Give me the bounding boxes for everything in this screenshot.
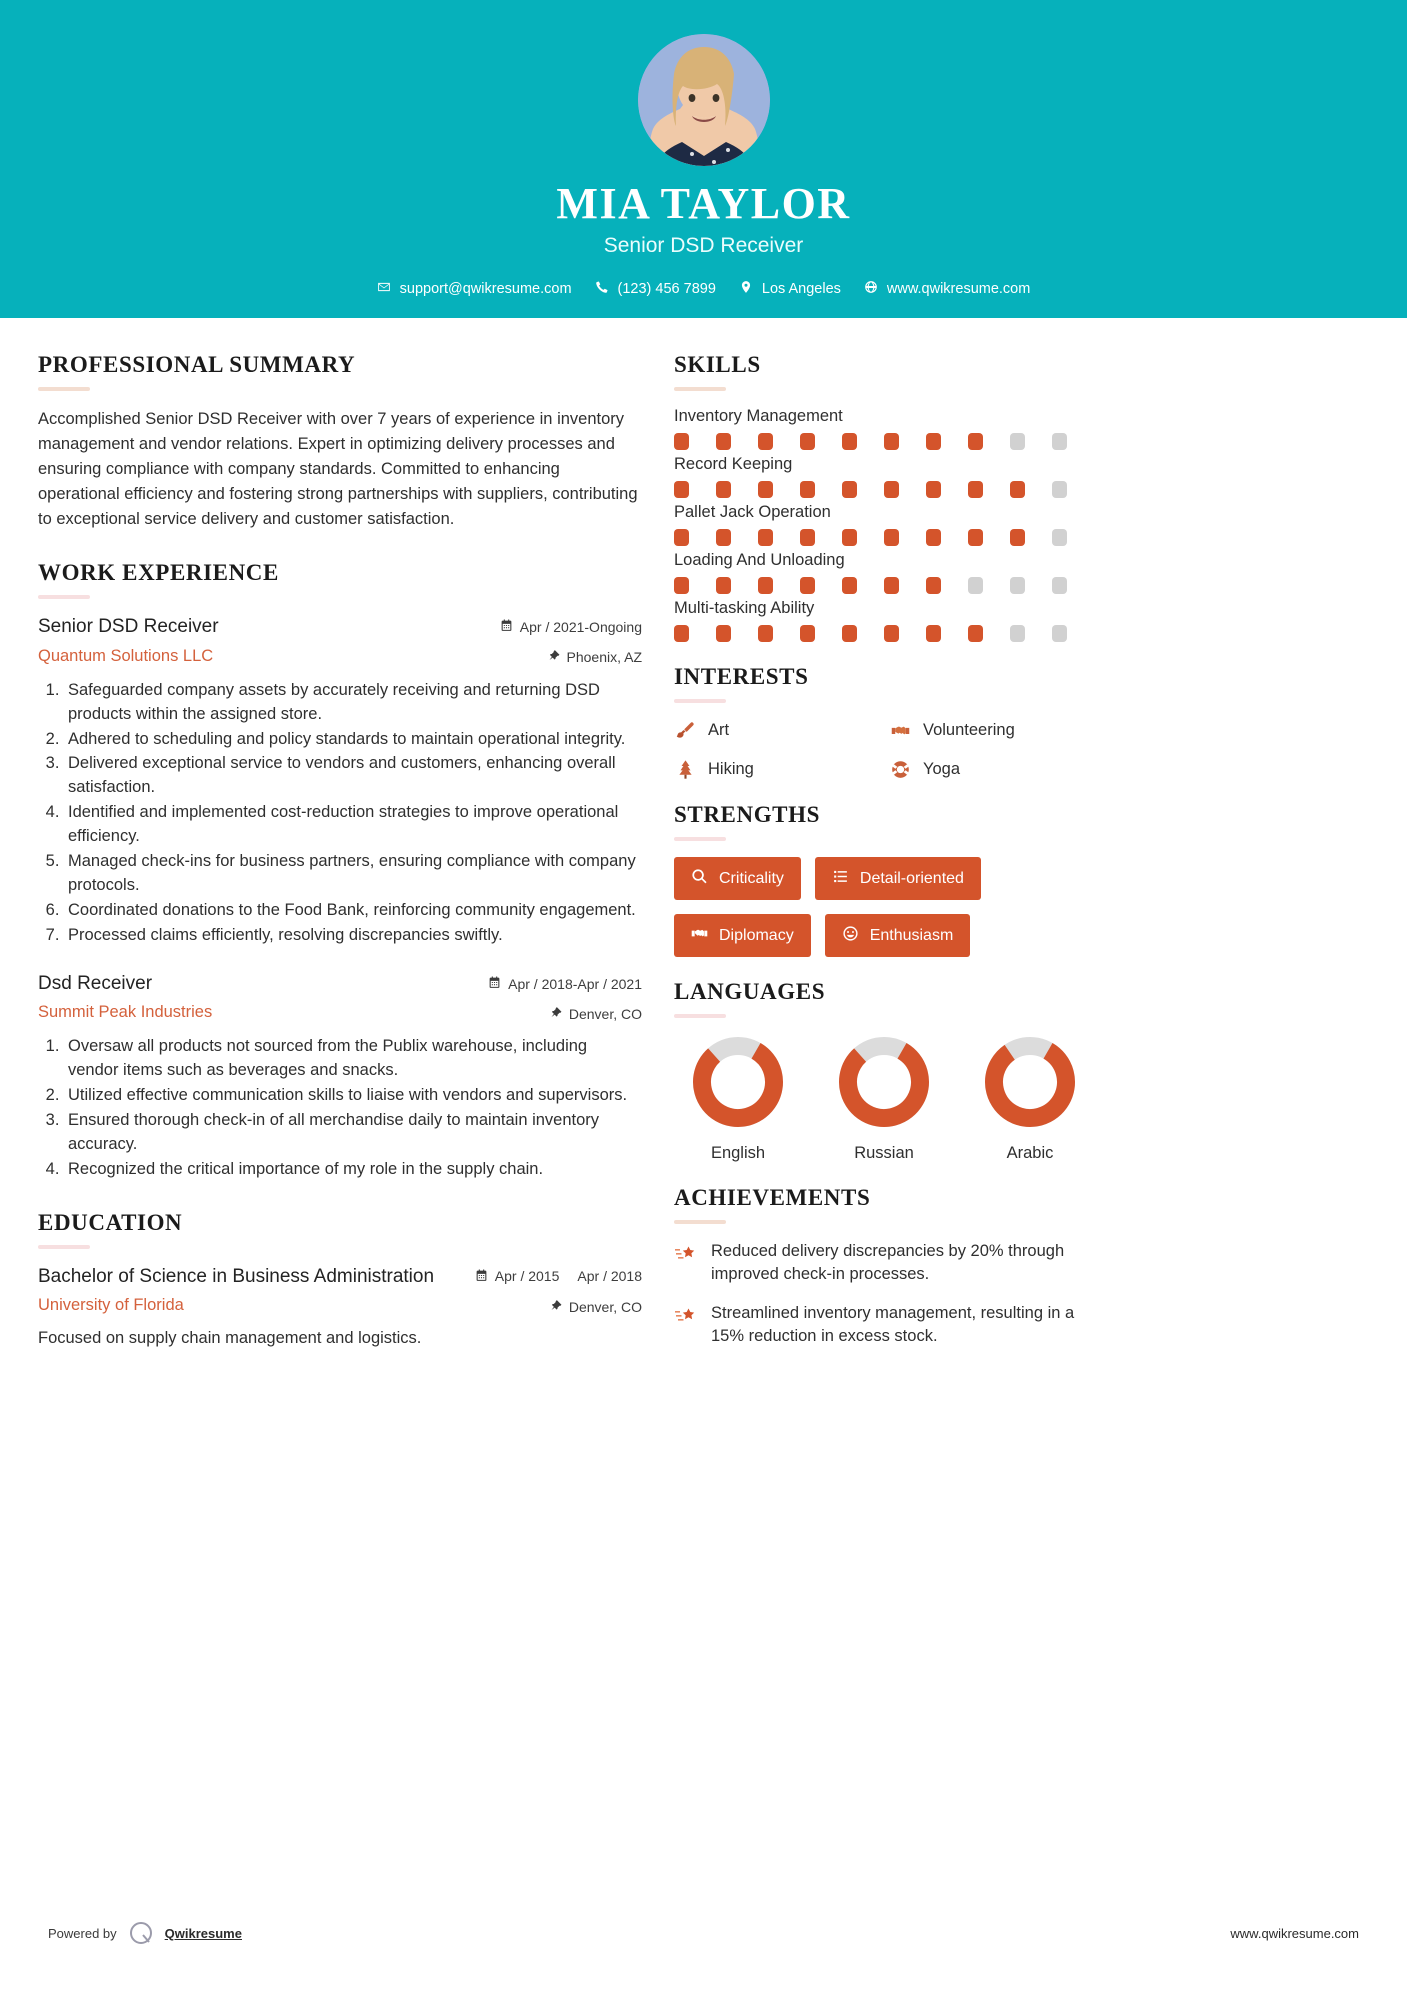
education-entry xyxy=(38,1265,642,1315)
handshake-icon xyxy=(691,925,708,946)
skill-dot-filled xyxy=(716,433,731,450)
achievement-item xyxy=(674,1240,1094,1287)
job-bullets xyxy=(38,679,642,948)
skill-dot-filled xyxy=(842,529,857,546)
languages-list xyxy=(674,1034,1094,1163)
section-title-education: EDUCATION xyxy=(38,1209,183,1235)
right-column xyxy=(674,352,1094,1364)
job-meta xyxy=(500,615,642,665)
contact-email[interactable] xyxy=(369,280,580,298)
section-title-achievements: ACHIEVEMENTS xyxy=(674,1185,871,1210)
job-location xyxy=(488,1006,642,1022)
language-name: Arabic xyxy=(1006,1144,1054,1162)
achievement-text: Streamlined inventory management, resulting in a 15% reduction in excess stock. xyxy=(711,1303,1075,1346)
company-name: Summit Peak Industries xyxy=(38,1003,213,1022)
skill-dot-filled xyxy=(842,433,857,450)
job-title: Dsd Receiver xyxy=(38,972,153,994)
skill-dot-filled xyxy=(968,625,983,642)
contact-phone[interactable] xyxy=(587,280,724,298)
skill-dot-filled xyxy=(926,625,941,642)
job-bullet: 1. Oversaw all products not sourced from the Publix warehouse, including vendor items such as beverages and snacks. xyxy=(64,1035,642,1083)
skill-dot-filled xyxy=(968,529,983,546)
job-location-text: Phoenix, AZ xyxy=(566,649,642,666)
list-icon xyxy=(832,868,849,889)
interest-item xyxy=(889,758,1094,780)
avatar xyxy=(638,34,770,166)
skill-dot-filled xyxy=(716,529,731,546)
language-donut-chart xyxy=(982,1034,1078,1130)
section-title-skills: SKILLS xyxy=(674,352,761,377)
section-education xyxy=(38,1210,642,1351)
skill-rating xyxy=(674,529,1094,546)
skill-dot-filled xyxy=(716,625,731,642)
powered-by-label: Powered by xyxy=(48,1925,117,1941)
strength-badge-detail-oriented xyxy=(815,857,981,900)
section-skills xyxy=(674,352,1094,642)
interest-item xyxy=(674,719,879,741)
skill-dot-filled xyxy=(674,433,689,450)
skill-dot-filled xyxy=(842,625,857,642)
language-name: Russian xyxy=(854,1144,914,1162)
pine-tree-icon xyxy=(674,758,696,780)
job-bullet: 4. Recognized the critical importance of my role in the supply chain. xyxy=(64,1158,642,1182)
skills-list xyxy=(674,407,1094,642)
skill-name: Inventory Management xyxy=(674,407,843,425)
section-divider xyxy=(38,1245,90,1249)
job-meta xyxy=(488,972,642,1022)
section-title-strengths: STRENGTHS xyxy=(674,802,821,827)
qwikresume-logo-icon xyxy=(128,1920,154,1946)
skill-name: Record Keeping xyxy=(674,455,793,473)
job-bullets xyxy=(38,1035,642,1182)
skill-dot-empty xyxy=(968,577,983,594)
section-strengths xyxy=(674,802,1094,957)
skill-name: Loading And Unloading xyxy=(674,551,845,569)
contact-phone-text: (123) 456 7899 xyxy=(617,281,716,298)
page-footer xyxy=(0,1920,1407,1946)
skill-row xyxy=(674,551,1094,594)
work-entry xyxy=(38,615,642,947)
job-bullet: 7. Processed claims efficiently, resolving discrepancies swiftly. xyxy=(64,924,642,948)
skill-rating xyxy=(674,577,1094,594)
interest-label: Volunteering xyxy=(923,720,1015,739)
job-date xyxy=(500,619,642,635)
section-interests xyxy=(674,664,1094,780)
skill-dot-filled xyxy=(884,529,899,546)
skill-dot-empty xyxy=(1052,577,1067,594)
job-bullet: 3. Delivered exceptional service to vendors and customers, enhancing overall satisfaction. xyxy=(64,752,642,800)
strength-badge-diplomacy xyxy=(674,914,811,957)
skill-dot-filled xyxy=(674,625,689,642)
contact-location[interactable] xyxy=(731,280,849,298)
skill-dot-filled xyxy=(842,577,857,594)
skill-dot-filled xyxy=(884,625,899,642)
globe-icon xyxy=(864,280,878,298)
skill-dot-filled xyxy=(968,481,983,498)
skill-rating xyxy=(674,625,1094,642)
achievement-item xyxy=(674,1302,1094,1349)
candidate-name: MIA TAYLOR xyxy=(556,179,851,228)
language-donut-chart xyxy=(836,1034,932,1130)
envelope-icon xyxy=(377,280,391,298)
lifebuoy-icon xyxy=(889,758,911,780)
skill-row xyxy=(674,599,1094,642)
section-work-experience xyxy=(38,560,642,1181)
contact-website-text: www.qwikresume.com xyxy=(886,281,1031,298)
skill-dot-empty xyxy=(1052,625,1067,642)
skill-dot-filled xyxy=(716,577,731,594)
skill-dot-filled xyxy=(800,481,815,498)
interest-label: Yoga xyxy=(923,759,961,778)
interest-item xyxy=(674,758,879,780)
job-bullet: 6. Coordinated donations to the Food Bank, reinforcing community engagement. xyxy=(64,899,642,923)
job-date-text: Apr / 2018-Apr / 2021 xyxy=(508,975,642,992)
job-bullet: 2. Adhered to scheduling and policy standards to maintain operational integrity. xyxy=(64,728,642,752)
strengths-list xyxy=(674,857,1094,957)
section-divider xyxy=(674,699,726,703)
interest-label: Art xyxy=(708,720,730,739)
pin-icon xyxy=(549,1299,562,1315)
job-bullet: 3. Ensured thorough check-in of all merchandise daily to maintain inventory accuracy. xyxy=(64,1109,642,1157)
skill-dot-empty xyxy=(1010,577,1025,594)
footer-website[interactable]: www.qwikresume.com xyxy=(1230,1925,1359,1941)
pin-icon xyxy=(549,1006,562,1022)
handshake-icon xyxy=(889,719,911,741)
skill-dot-empty xyxy=(1052,433,1067,450)
left-column xyxy=(38,352,642,1364)
smiley-icon xyxy=(842,925,859,946)
section-title-work: WORK EXPERIENCE xyxy=(38,560,279,586)
section-title-languages: LANGUAGES xyxy=(674,979,826,1004)
skill-dot-filled xyxy=(1010,481,1025,498)
skill-dot-filled xyxy=(674,529,689,546)
section-professional-summary xyxy=(38,352,642,532)
contact-website[interactable] xyxy=(856,280,1038,298)
strength-label: Diplomacy xyxy=(719,926,794,944)
skill-name: Multi-tasking Ability xyxy=(674,599,815,617)
section-languages xyxy=(674,979,1094,1163)
calendar-icon xyxy=(475,1269,488,1285)
skill-dot-filled xyxy=(758,433,773,450)
skill-dot-filled xyxy=(674,577,689,594)
section-divider xyxy=(38,595,90,599)
skill-dot-filled xyxy=(926,433,941,450)
education-date-end-month: Apr / 2018 xyxy=(577,1267,642,1284)
language-item xyxy=(820,1034,948,1163)
skill-dot-empty xyxy=(1052,529,1067,546)
job-title: Senior DSD Receiver xyxy=(38,616,219,638)
interest-item xyxy=(889,719,1094,741)
school-name: University of Florida xyxy=(38,1296,184,1314)
work-entry xyxy=(38,972,642,1182)
section-title-interests: INTERESTS xyxy=(674,664,809,689)
skill-dot-filled xyxy=(884,481,899,498)
skill-name: Pallet Jack Operation xyxy=(674,503,831,521)
phone-icon xyxy=(595,280,609,298)
language-donut-chart xyxy=(690,1034,786,1130)
skill-row xyxy=(674,455,1094,498)
section-divider xyxy=(674,837,726,841)
job-date xyxy=(488,976,642,992)
resume-header xyxy=(0,0,1407,318)
skill-dot-filled xyxy=(926,481,941,498)
education-location xyxy=(475,1299,642,1315)
education-date xyxy=(475,1269,642,1285)
skill-dot-filled xyxy=(800,577,815,594)
pin-icon xyxy=(547,649,560,665)
skill-row xyxy=(674,503,1094,546)
company-name: Quantum Solutions LLC xyxy=(38,646,214,665)
achievement-text: Reduced delivery discrepancies by 20% through improved check-in processes. xyxy=(711,1242,1065,1284)
skill-dot-filled xyxy=(674,481,689,498)
language-item xyxy=(674,1034,802,1163)
section-achievements xyxy=(674,1185,1094,1349)
skill-dot-filled xyxy=(758,625,773,642)
education-meta xyxy=(475,1265,642,1315)
skill-dot-filled xyxy=(926,577,941,594)
skill-dot-filled xyxy=(800,625,815,642)
location-pin-icon xyxy=(739,280,753,298)
strength-label: Criticality xyxy=(719,869,784,887)
skill-dot-filled xyxy=(1010,529,1025,546)
section-divider xyxy=(38,387,90,391)
section-divider xyxy=(674,387,726,391)
shooting-star-icon xyxy=(674,1304,698,1328)
skill-dot-filled xyxy=(758,481,773,498)
skill-dot-filled xyxy=(716,481,731,498)
section-divider xyxy=(674,1220,726,1224)
skill-dot-filled xyxy=(884,577,899,594)
candidate-role: Senior DSD Receiver xyxy=(603,234,804,258)
strength-label: Detail-oriented xyxy=(859,869,964,887)
job-location xyxy=(500,649,642,665)
section-divider xyxy=(674,1014,726,1018)
skill-dot-filled xyxy=(758,577,773,594)
paintbrush-icon xyxy=(674,719,696,741)
strength-badge-criticality xyxy=(674,857,801,900)
shooting-star-icon xyxy=(674,1242,698,1266)
degree-title: Bachelor of Science in Business Administration xyxy=(38,1265,435,1287)
interest-label: Hiking xyxy=(708,759,754,778)
resume-body xyxy=(0,318,1407,1364)
skill-row xyxy=(674,407,1094,450)
skill-rating xyxy=(674,433,1094,450)
job-bullet: 5. Managed check-ins for business partners, ensuring compliance with company protocols. xyxy=(64,850,642,898)
job-date-text: Apr / 2021-Ongoing xyxy=(519,619,642,636)
interests-grid xyxy=(674,719,1094,780)
skill-rating xyxy=(674,481,1094,498)
skill-dot-filled xyxy=(926,529,941,546)
skill-dot-filled xyxy=(800,433,815,450)
calendar-icon xyxy=(500,619,513,635)
skill-dot-empty xyxy=(1052,481,1067,498)
section-title-summary: PROFESSIONAL SUMMARY xyxy=(38,352,356,377)
language-name: English xyxy=(710,1144,766,1162)
contact-bar xyxy=(0,280,1407,298)
skill-dot-filled xyxy=(884,433,899,450)
education-location-text: Denver, CO xyxy=(568,1298,642,1315)
qwikresume-link[interactable]: Qwikresume xyxy=(164,1925,242,1941)
language-item xyxy=(966,1034,1094,1163)
job-location-text: Denver, CO xyxy=(568,1005,642,1022)
education-date-start-month: Apr / 2015 xyxy=(494,1267,560,1284)
skill-dot-filled xyxy=(800,529,815,546)
education-description: Focused on supply chain management and logistics. xyxy=(38,1329,422,1347)
strength-label: Enthusiasm xyxy=(869,926,954,944)
job-bullet: 2. Utilized effective communication skills to liaise with vendors and supervisors. xyxy=(64,1084,642,1108)
summary-text: Accomplished Senior DSD Receiver with over 7 years of experience in inventory management and vendor relations. Expert in optimizing delivery processes and ensuring compliance with company standards. Committed to enhancing operational efficiency and fostering strong partnerships with suppliers, contributing to exceptional service delivery and customer satisfaction. xyxy=(38,410,638,529)
contact-email-text: support@qwikresume.com xyxy=(399,281,572,298)
skill-dot-filled xyxy=(842,481,857,498)
job-bullet: 4. Identified and implemented cost-reduction strategies to improve operational efficiency. xyxy=(64,801,642,849)
skill-dot-filled xyxy=(968,433,983,450)
strength-badge-enthusiasm xyxy=(825,914,971,957)
magnifier-icon xyxy=(691,868,708,889)
calendar-icon xyxy=(488,976,501,992)
skill-dot-empty xyxy=(1010,625,1025,642)
job-bullet: 1. Safeguarded company assets by accurately receiving and returning DSD products within the assigned store. xyxy=(64,679,642,727)
contact-location-text: Los Angeles xyxy=(761,281,841,298)
skill-dot-filled xyxy=(758,529,773,546)
skill-dot-empty xyxy=(1010,433,1025,450)
